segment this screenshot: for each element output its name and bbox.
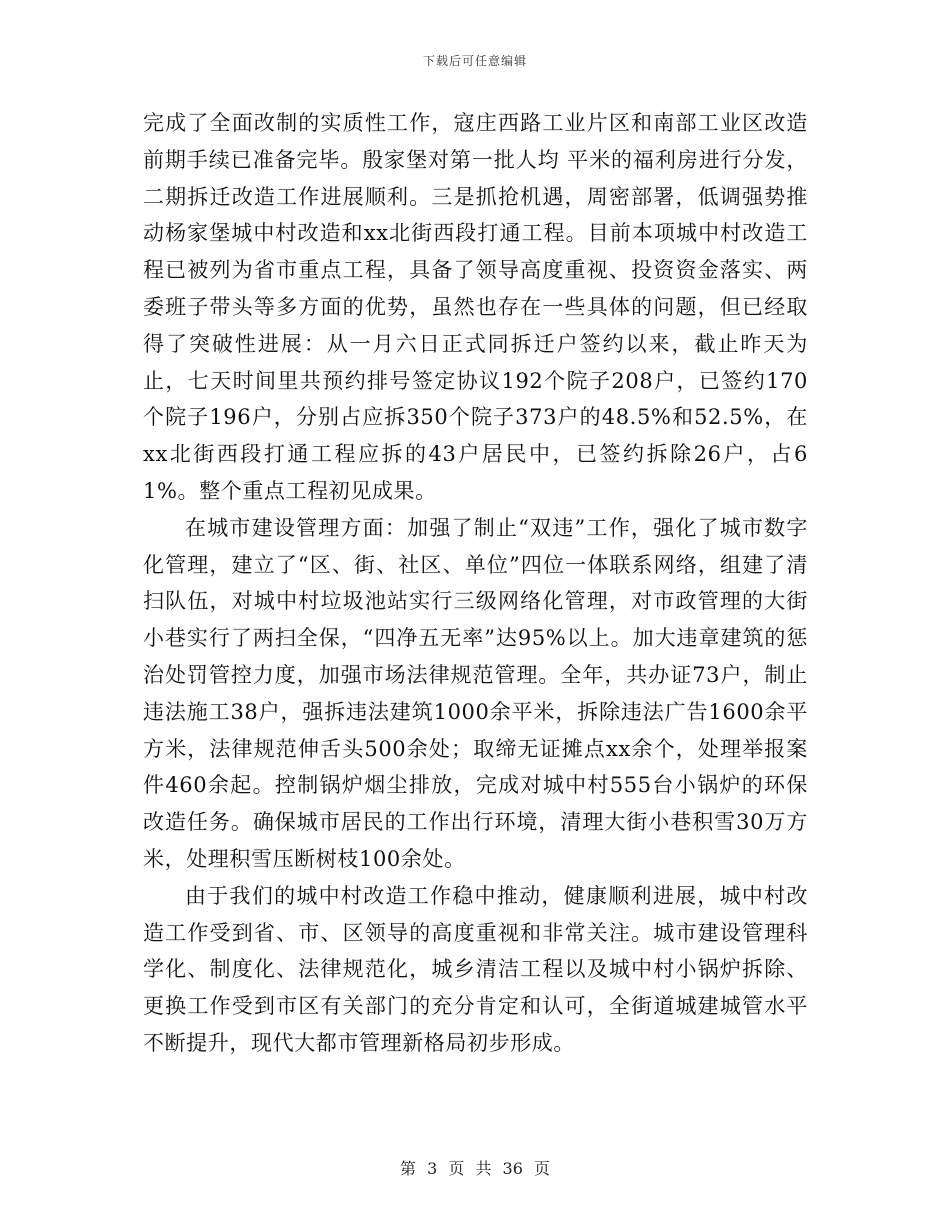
paragraph-2: 在城市建设管理方面：加强了制止“双违”工作，强化了城市数字化管理，建立了“区、街、社区、单位”四位一体联系网络，组建了清扫队伍，对城中村垃圾池站实行三级网络化管理，对市政管理的大街小巷实行了两扫全保，“四净五无率”达95%以上。加大违章建筑的惩治处罚管控力度，加强市场法律规范管理。全年，共办证73户，制止违法施工38户，强拆违法建筑1000余平米，拆除违法广告1600余平方米，法律规范伸舌头500余处；取缔无证摊点xx余个，处理举报案件460余起。控制锅炉烟尘排放，完成对城中村555台小锅炉的环保改造任务。确保城市居民的工作出行环境，清理大街小巷积雪30万方米，处理积雪压断树枝100余处。 [143,515,808,871]
paragraph-3: 由于我们的城中村改造工作稳中推动，健康顺利进展，城中村改造工作受到省、市、区领导的高度重视和非常关注。城市建设管理科学化、制度化、法律规范化，城乡清洁工程以及城中村小锅炉拆除、更换工作受到市区有关部门的充分肯定和认可，全街道城建城管水平不断提升，现代大都市管理新格局初步形成。 [143,883,808,1055]
page-footer: 第 3 页 共 36 页 [400,1159,550,1178]
page-header: 下载后可任意编辑 [422,54,527,68]
paragraph-1: 完成了全面改制的实质性工作，寇庄西路工业片区和南部工业区改造前期手续已准备完毕。殷家堡对第一批人均 平米的福利房进行分发，二期拆迁改造工作进展顺利。三是抓抢机遇，周密部署，低调强势推动杨家堡城中村改造和xx北街西段打通工程。目前本项城中村改造工程已被列为省市重点工程，具备了领导高度重视、投资资金落实、两委班子带头等多方面的优势，虽然也存在一些具体的问题，但已经取得了突破性进展：从一月六日正式同拆迁户签约以来，截止昨天为止，七天时间里共预约排号签定协议192个院子208户，已签约170个院子196户，分别占应拆350个院子373户的48.5%和52.5%，在xx北街西段打通工程应拆的43户居民中，已签约拆除26户，占61%。整个重点工程初见成果。 [143,111,808,503]
body-text [143,105,808,1062]
